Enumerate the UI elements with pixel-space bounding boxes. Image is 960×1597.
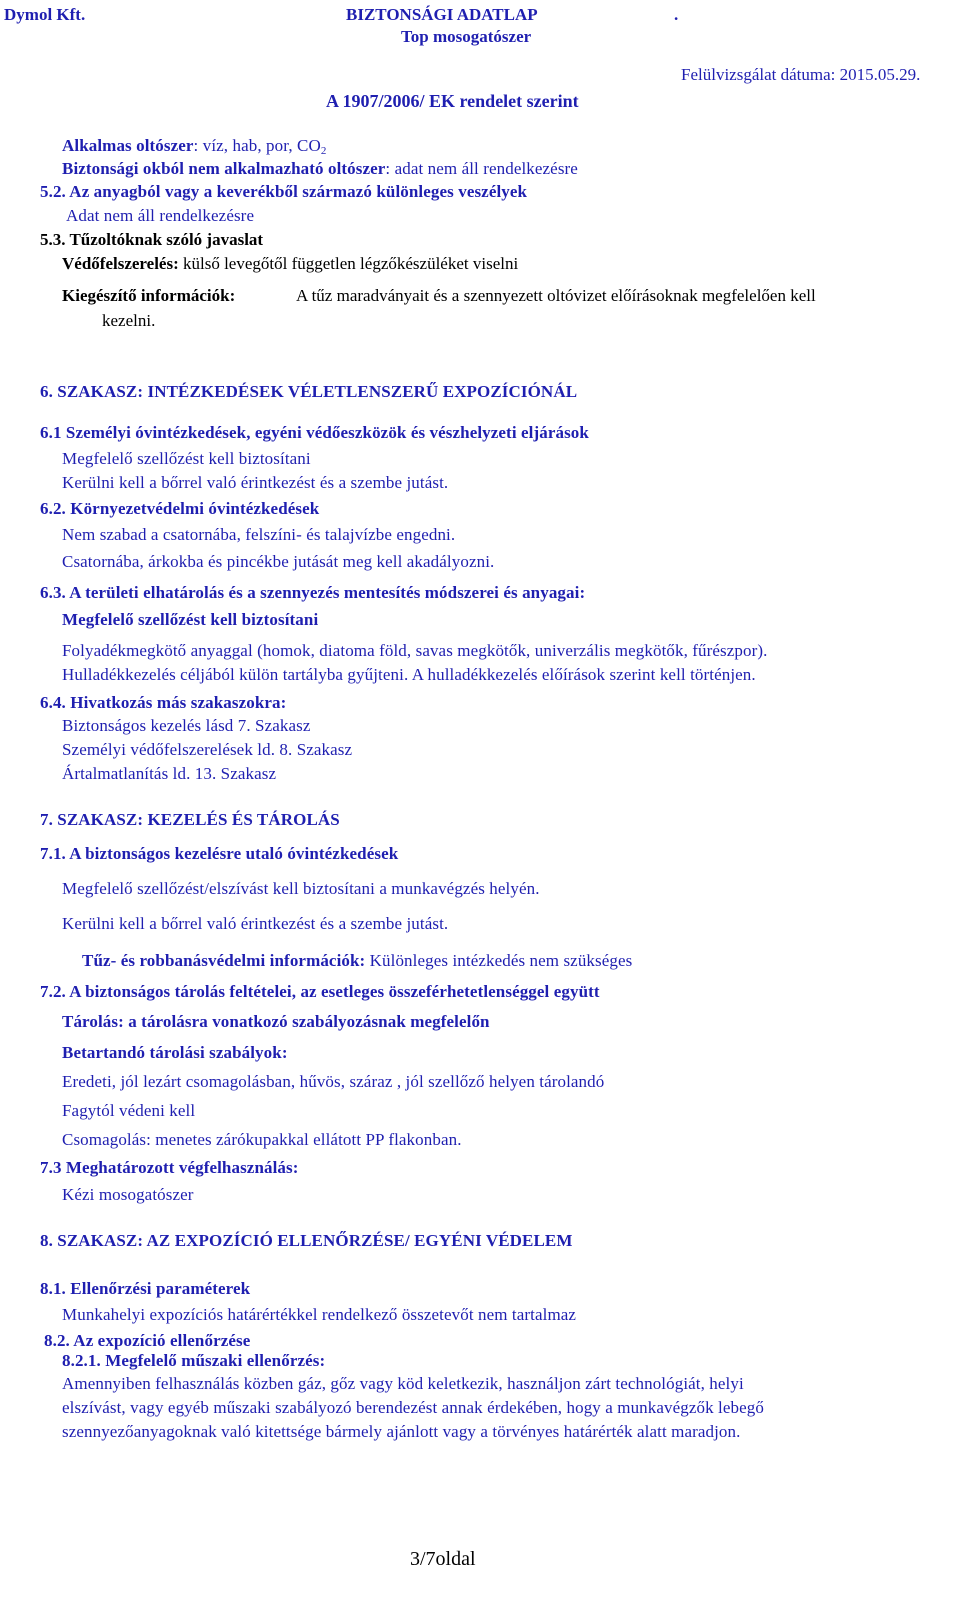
additional-info-label: Kiegészítő információk: xyxy=(62,286,236,305)
section-7-1-line-2: Kerülni kell a bőrrel való érintkezést és a szembe jutást. xyxy=(62,914,449,933)
section-7-3-line-1: Kézi mosogatószer xyxy=(62,1185,194,1204)
unsuitable-media-line xyxy=(62,160,578,177)
additional-info-text: A tűz maradványait és a szennyezett oltóvizet előírásoknak megfelelően kell xyxy=(296,286,816,305)
section-8-2-1-line-1: Amennyiben felhasználás közben gáz, gőz vagy köd keletkezik, használjon zárt technológiát, helyi xyxy=(62,1374,744,1393)
section-6-4-line-1: Biztonságos kezelés lásd 7. Szakasz xyxy=(62,716,311,735)
header-dot: . xyxy=(674,5,679,24)
document-title: BIZTONSÁGI ADATLAP xyxy=(346,5,538,24)
section-6-2-heading: 6.2. Környezetvédelmi óvintézkedések xyxy=(40,499,320,518)
section-8-1-heading: 8.1. Ellenőrzési paraméterek xyxy=(40,1279,251,1298)
section-8-1-line-1: Munkahelyi expozíciós határértékkel rendelkező összetevőt nem tartalmaz xyxy=(62,1305,577,1324)
section-6-1-line-2: Kerülni kell a bőrrel való érintkezést és a szembe jutást. xyxy=(62,473,449,492)
section-7-3-heading: 7.3 Meghatározott végfelhasználás: xyxy=(40,1158,299,1177)
section-6-1-line-1: Megfelelő szellőzést kell biztosítani xyxy=(62,449,311,468)
section-5-2-text: Adat nem áll rendelkezésre xyxy=(66,206,255,225)
section-8-2-1-line-3: szennyezőanyagoknak való kitettsége bármely ajánlott vagy a törvényes határérték alatt maradjon. xyxy=(62,1422,741,1441)
unsuitable-media-label: Biztonsági okból nem alkalmazható oltószer xyxy=(62,159,386,178)
section-6-4-heading: 6.4. Hivatkozás más szakaszokra: xyxy=(40,693,287,712)
section-6-3-line-1: Megfelelő szellőzést kell biztosítani xyxy=(62,610,319,629)
section-7-title: 7. SZAKASZ: KEZELÉS ÉS TÁROLÁS xyxy=(40,810,340,829)
section-7-2-line-4: Fagytól védeni kell xyxy=(62,1101,196,1120)
section-6-2-line-2: Csatornába, árkokba és pincékbe jutását meg kell akadályozni. xyxy=(62,552,495,571)
extinguishing-media-subscript: 2 xyxy=(320,145,327,157)
section-7-1-heading: 7.1. A biztonságos kezelésre utaló óvintézkedések xyxy=(40,844,399,863)
page-number: 3/7oldal xyxy=(410,1548,476,1570)
ppe-text: külső levegőtől független légzőkészüléket viselni xyxy=(178,254,519,273)
fire-info-label: Tűz- és robbanásvédelmi információk: xyxy=(82,951,366,970)
extinguishing-media-text: : víz, hab, por, CO xyxy=(193,136,321,155)
section-7-2-line-5: Csomagolás: menetes zárókupakkal ellátott PP flakonban. xyxy=(62,1130,462,1149)
section-6-3-heading: 6.3. A területi elhatárolás és a szennyezés mentesítés módszerei és anyagai: xyxy=(40,583,586,602)
ppe-line xyxy=(62,255,518,272)
section-6-title: 6. SZAKASZ: INTÉZKEDÉSEK VÉLETLENSZERŰ EXPOZÍCIÓNÁL xyxy=(40,382,578,401)
unsuitable-media-text: : adat nem áll rendelkezésre xyxy=(385,159,578,178)
section-7-1-line-1: Megfelelő szellőzést/elszívást kell biztosítani a munkavégzés helyén. xyxy=(62,879,540,898)
section-8-2-1-line-2: elszívást, vagy egyéb műszaki szabályozó berendezést annak érdekében, hogy a munkavégzők lebegő xyxy=(62,1398,764,1417)
section-6-2-line-1: Nem szabad a csatornába, felszíni- és talajvízbe engedni. xyxy=(62,525,456,544)
section-7-2-line-1: Tárolás: a tárolásra vonatkozó szabályozásnak megfelelőn xyxy=(62,1012,490,1031)
regulation-reference: A 1907/2006/ EK rendelet szerint xyxy=(326,91,579,111)
section-8-2-heading: 8.2. Az expozíció ellenőrzése xyxy=(44,1331,251,1350)
fire-info-text: Különleges intézkedés nem szükséges xyxy=(365,951,633,970)
ppe-label: Védőfelszerelés: xyxy=(62,254,179,273)
section-6-3-line-2: Folyadékmegkötő anyaggal (homok, diatoma föld, savas megkötők, univerzális megkötők, fűrészpor). xyxy=(62,641,768,660)
section-7-2-heading: 7.2. A biztonságos tárolás feltételei, az esetleges összeférhetetlenséggel együtt xyxy=(40,982,600,1001)
section-6-1-heading: 6.1 Személyi óvintézkedések, egyéni védőeszközök és vészhelyzeti eljárások xyxy=(40,423,589,442)
section-6-3-line-3: Hulladékkezelés céljából külön tartályba gyűjteni. A hulladékkezelés előírások szerint kell történjen. xyxy=(62,665,756,684)
review-date: Felülvizsgálat dátuma: 2015.05.29. xyxy=(681,65,921,84)
section-8-title: 8. SZAKASZ: AZ EXPOZÍCIÓ ELLENŐRZÉSE/ EGYÉNI VÉDELEM xyxy=(40,1231,573,1250)
section-7-2-line-2: Betartandó tárolási szabályok: xyxy=(62,1043,288,1062)
extinguishing-media-label: Alkalmas oltószer xyxy=(62,136,194,155)
product-name: Top mosogatószer xyxy=(401,27,532,46)
section-5-2-heading: 5.2. Az anyagból vagy a keverékből származó különleges veszélyek xyxy=(40,182,528,201)
extinguishing-media-line xyxy=(62,137,326,157)
section-7-2-line-3: Eredeti, jól lezárt csomagolásban, hűvös, száraz , jól szellőző helyen tárolandó xyxy=(62,1072,605,1091)
section-6-4-line-2: Személyi védőfelszerelések ld. 8. Szakasz xyxy=(62,740,353,759)
fire-info-line xyxy=(82,952,632,969)
section-8-2-1-heading: 8.2.1. Megfelelő műszaki ellenőrzés: xyxy=(62,1351,326,1370)
additional-info-text-cont: kezelni. xyxy=(102,311,156,330)
section-5-3-heading: 5.3. Tűzoltóknak szóló javaslat xyxy=(40,230,264,249)
section-6-4-line-3: Ártalmatlanítás ld. 13. Szakasz xyxy=(62,764,277,783)
company-name: Dymol Kft. xyxy=(4,5,86,24)
